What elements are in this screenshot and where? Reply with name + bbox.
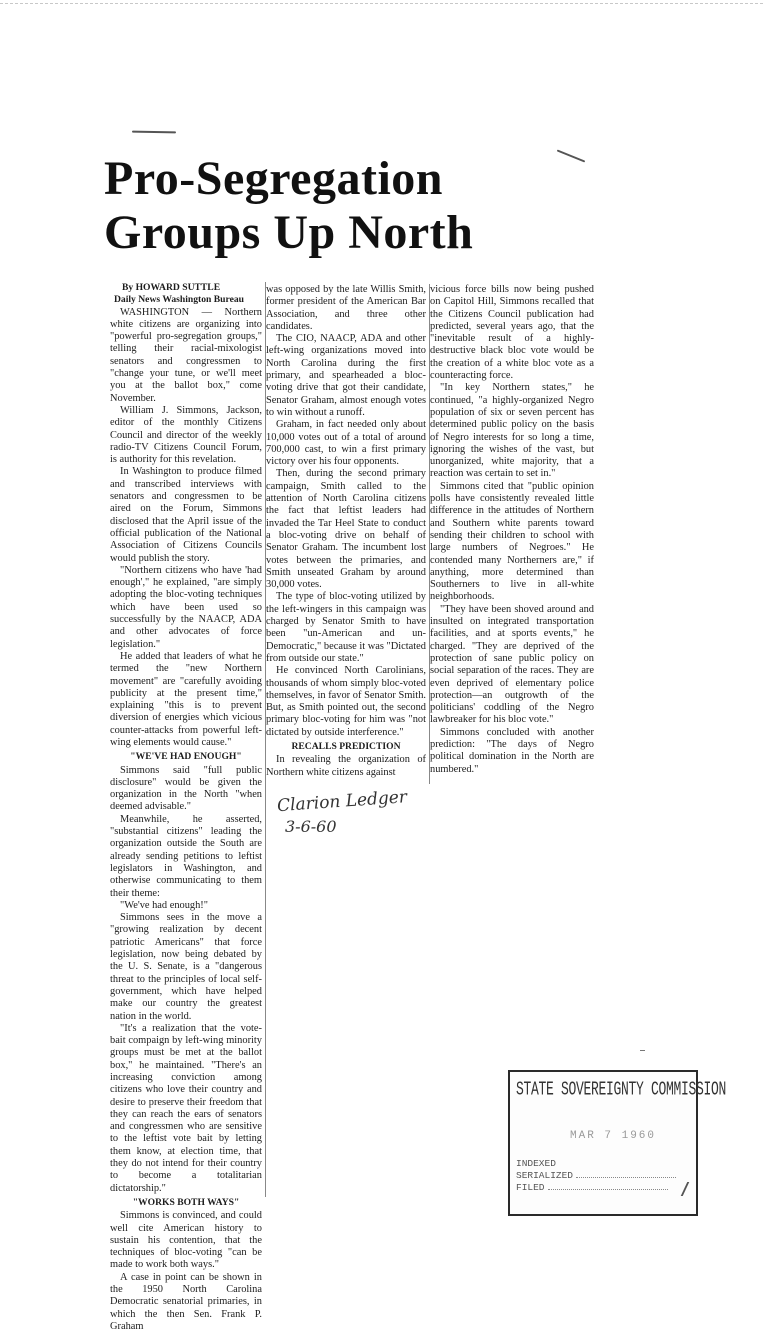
paragraph: William J. Simmons, Jackson, editor of the monthly Citizens Council and director of the weekly radio-TV Citizens Council Forum, is authority for this revelation. (110, 404, 262, 466)
subheading: "WE'VE HAD ENOUGH" (130, 751, 242, 763)
paragraph: vicious force bills now being pushed on Capitol Hill, Simmons recalled that the Citizens Council publication had predicted, several years ago, that the "inevitable result of a highly-destructive black bloc vote would be the creation of a white bloc vote as a counteracting force. (430, 284, 594, 382)
paragraph: Simmons cited that "public opinion polls have consistently revealed little difference in the attitudes of Northern and Southern white parents toward sending their children to school with large numbers of Negroes." He contended many Northerners are," if anything, more determined than Southerners to live in all-white neighborhoods. (430, 480, 594, 603)
paragraph: "Northern citizens who have 'had enough'," he explained, "are simply adopting the bloc-voting techniques which have been used so successfully by the NAACP, ADA and other advocates of force legislation." (110, 564, 262, 650)
stamp-field-indexed (516, 1158, 694, 1170)
paragraph: "It's a realization that the vote-bait compaign by left-wing minority groups must be met at the ballot box," he maintained. "There's an increasing conviction among citizens who love their country and desire to preserve their freedom that they can reach the ears of senators and congressmen who are sensitive to the leftist vote bait by letting them know, at election time, that they do not intend for their country to become a totalitarian dictatorship." (110, 1022, 262, 1194)
article-column-1 (110, 282, 266, 1332)
stamp-date: MAR 7 1960 (570, 1130, 657, 1142)
byline: By HOWARD SUTTLE (122, 282, 221, 293)
paragraph: Simmons said "full public disclosure" would be given the organization in the North "when deemed advisable." (110, 764, 262, 813)
commission-stamp (508, 1070, 727, 1216)
paragraph: WASHINGTON — Northern white citizens are organizing into "powerful pro-segregation groups," telling their racial-mixologist senators and congressmen to "change your tune, or we'll meet you at the ballot box," come November. (110, 306, 262, 404)
paragraph: Simmons concluded with another prediction: "The days of Negro political domination in the North are numbered." (430, 726, 594, 775)
handwritten-annotation (277, 788, 427, 840)
paragraph: Simmons is convinced, and could well cite American history to sustain his contention, that the techniques of bloc-voting "can be made to work both ways." (110, 1210, 262, 1271)
headline-line-1: Pro-Segregation (104, 152, 443, 205)
article-column-3 (430, 284, 594, 776)
paragraph: He added that leaders of what he termed the "new Northern movement" are "carefully avoiding publicity at the present time," explaining "this is to prevent diversion of energies which vicious counter-attacks from powerful left-wing elements would cause." (110, 650, 262, 748)
article-column-2 (266, 284, 430, 784)
stamp-title: STATE SOVEREIGNTY COMMISSION (516, 1078, 727, 1101)
handwritten-source: Clarion Ledger (276, 787, 408, 817)
paragraph: The type of bloc-voting utilized by the left-wingers in this campaign was charged by Senator Smith to have been "un-American and un-Democratic," because it was "Dictated from outside our state." (266, 591, 426, 664)
paragraph: Graham, in fact needed only about 10,000 votes out of a total of around 700,000 cast, to win a first primary victory over his four opponents. (266, 419, 426, 468)
paragraph: Then, during the second primary campaign, Smith called to the attention of North Carolina citizens the fact that leftist leaders had invaded the Tar Heel State to conduct a bloc-voting drive on behalf of Senator Graham. The incumbent lost votes between the primaries, and Smith unseated Graham by around 30,000 votes. (266, 468, 426, 591)
paragraph: He convinced North Carolinians, thousands of whom simply bloc-voted themselves, in favor of Senator Smith. But, as Smith pointed out, the second primary bloc-voting for him was "not dictated by outside interference." (266, 665, 426, 738)
stamp-field-label: INDEXED (516, 1158, 556, 1169)
subheading: RECALLS PREDICTION (291, 740, 401, 752)
paragraph: was opposed by the late Willis Smith, former president of the American Bar Association, and three other candidates. (266, 284, 426, 332)
ink-smudge (132, 131, 176, 134)
paragraph: "In key Northern states," he continued, "a highly-organized Negro population of six or seven percent has determined public policy on the basis of Negro interests for so long a time, ignoring the wishes of the vast, but unorganized, white majority, that a reaction was certain to set in." (430, 382, 594, 480)
paragraph: In revealing the organization of Northern white citizens against (266, 754, 426, 778)
subheading: "WORKS BOTH WAYS" (132, 1196, 240, 1208)
bureau: Daily News Washington Bureau (114, 294, 244, 306)
stamp-field-label: SERIALIZED (516, 1170, 574, 1181)
paragraph: A case in point can be shown in the 1950 North Carolina Democratic senatorial primaries, in which the then Sen. Frank P. Graham (110, 1271, 262, 1332)
paragraph: "They have been shoved around and insulted on integrated transportation facilities, and at sports events," he charged. "They are deprived of the protection of sane public policy on social separation of the races. They are even deprived of elementary police protection—an outgrowth of the politicians' coddling of the Negro lawbreaker for his bloc vote." (430, 603, 594, 726)
paragraph: Simmons sees in the move a "growing realization by decent patriotic Americans" that force legislation, now being debated by the U. S. Senate, is a "dangerous threat to the principles of local self-government, which have helped make our country the greatest nation in the world. (110, 912, 262, 1022)
stamp-field-serialized (516, 1170, 694, 1182)
stamp-field-label: FILED (516, 1182, 545, 1193)
paragraph: The CIO, NAACP, ADA and other left-wing organizations moved into North Carolina during the first primary, and spearheaded a bloc-voting drive that got their candidate, Senator Graham, almost enough votes to win without a runoff. (266, 333, 426, 418)
handwritten-date: 3-6-60 (285, 817, 337, 836)
paragraph: Meanwhile, he asserted, "substantial citizens" leading the organization outside the South are already sending petitions to leftist legislators in Washington, and otherwise communicating to them their theme: (110, 813, 262, 899)
paragraph: In Washington to produce filmed and transcribed interviews with senators and congressmen to be aired on the Forum, Simmons disclosed that the April issue of the official publication of the National Association of Citizens Councils would publish the story. (110, 466, 262, 564)
stamp-fill-line (548, 1189, 668, 1190)
paragraph: "We've had enough!" (120, 899, 208, 911)
headline (104, 152, 564, 260)
stamp-fill-line (576, 1177, 676, 1178)
page-top-dotted-edge (0, 3, 763, 4)
headline-line-2: Groups Up North (104, 206, 474, 259)
stray-mark (640, 1050, 645, 1051)
